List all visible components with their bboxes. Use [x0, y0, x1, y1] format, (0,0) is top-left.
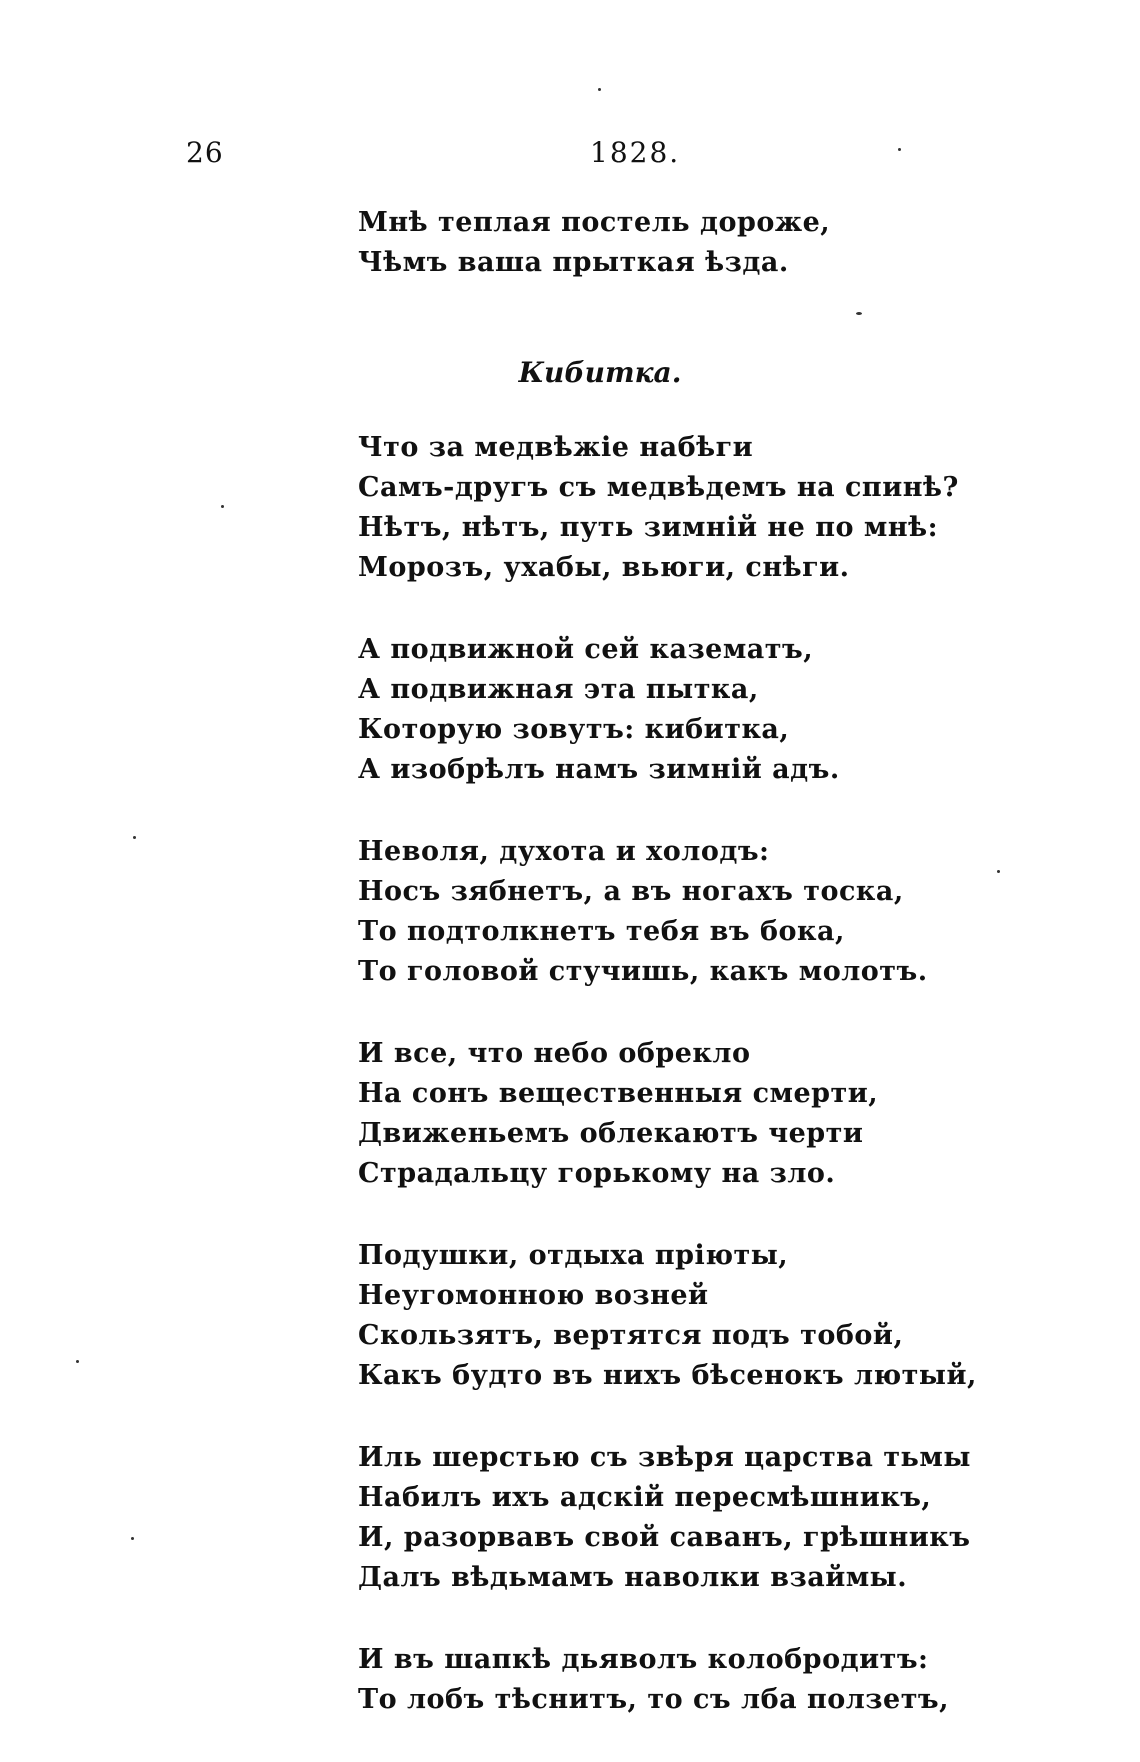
- verse-line: Что за медвѣжіе набѣги: [358, 432, 754, 463]
- scan-speck: [898, 148, 901, 151]
- page-number: 26: [186, 136, 224, 169]
- poem-body: [358, 428, 977, 1762]
- verse-line: Скользятъ, вертятся подъ тобой,: [358, 1320, 904, 1351]
- scan-speck: [598, 88, 601, 91]
- verse-line: И, разорвавъ свой саванъ, грѣшникъ: [358, 1522, 971, 1553]
- stanza-2: [358, 630, 977, 790]
- verse-line: А изобрѣлъ намъ зимній адъ.: [358, 754, 840, 785]
- stanza-7: [358, 1640, 977, 1720]
- verse-line: А подвижной сей казематъ,: [358, 634, 814, 665]
- verse-line: Неволя, духота и холодъ:: [358, 836, 770, 867]
- verse-line: То лобъ тѣснитъ, то съ лба ползетъ,: [358, 1684, 950, 1715]
- running-head-year: 1828.: [590, 136, 681, 169]
- stanza-3: [358, 832, 977, 992]
- verse-line: Неугомонною возней: [358, 1280, 709, 1311]
- verse-line: И все, что небо обрекло: [358, 1038, 751, 1069]
- verse-line: Мнѣ теплая постель дороже,: [358, 207, 831, 238]
- verse-line: То головой стучишь, какъ молотъ.: [358, 956, 928, 987]
- verse-line: Иль шерстью съ звѣря царства тьмы: [358, 1442, 971, 1473]
- verse-line: Морозъ, ухабы, вьюги, снѣги.: [358, 552, 850, 583]
- verse-line: И въ шапкѣ дьяволъ колобродитъ:: [358, 1644, 929, 1675]
- verse-line: Страдальцу горькому на зло.: [358, 1158, 836, 1189]
- verse-line: Чѣмъ ваша прыткая ѣзда.: [358, 247, 789, 278]
- verse-line: На сонъ вещественныя смерти,: [358, 1078, 879, 1109]
- scan-speck: [221, 505, 224, 508]
- scan-speck: [997, 870, 1000, 873]
- carry-over-lines: [358, 203, 830, 283]
- stanza-5: [358, 1236, 977, 1396]
- stanza-4: [358, 1034, 977, 1194]
- verse-line: Подушки, отдыха пріюты,: [358, 1240, 789, 1271]
- stanza-1: [358, 428, 977, 588]
- verse-line: Движеньемъ облекаютъ черти: [358, 1118, 864, 1149]
- verse-line: Которую зовутъ: кибитка,: [358, 714, 790, 745]
- verse-line: Набилъ ихъ адскій пересмѣшникъ,: [358, 1482, 932, 1513]
- verse-line: Носъ зябнетъ, а въ ногахъ тоска,: [358, 876, 904, 907]
- verse-line: А подвижная эта пытка,: [358, 674, 759, 705]
- scan-speck: [133, 836, 136, 839]
- scan-speck: [76, 1360, 79, 1363]
- stanza-6: [358, 1438, 977, 1598]
- scan-speck: [856, 312, 862, 315]
- verse-line: Далъ вѣдьмамъ наволки взаймы.: [358, 1562, 908, 1593]
- verse-line: То подтолкнетъ тебя въ бока,: [358, 916, 845, 947]
- verse-line: Нѣтъ, нѣтъ, путь зимній не по мнѣ:: [358, 512, 939, 543]
- scan-speck: [131, 1537, 134, 1540]
- verse-line: Какъ будто въ нихъ бѣсенокъ лютый,: [358, 1360, 977, 1391]
- poem-title: Кибитка.: [518, 356, 682, 389]
- verse-line: Самъ-другъ съ медвѣдемъ на спинѣ?: [358, 472, 959, 503]
